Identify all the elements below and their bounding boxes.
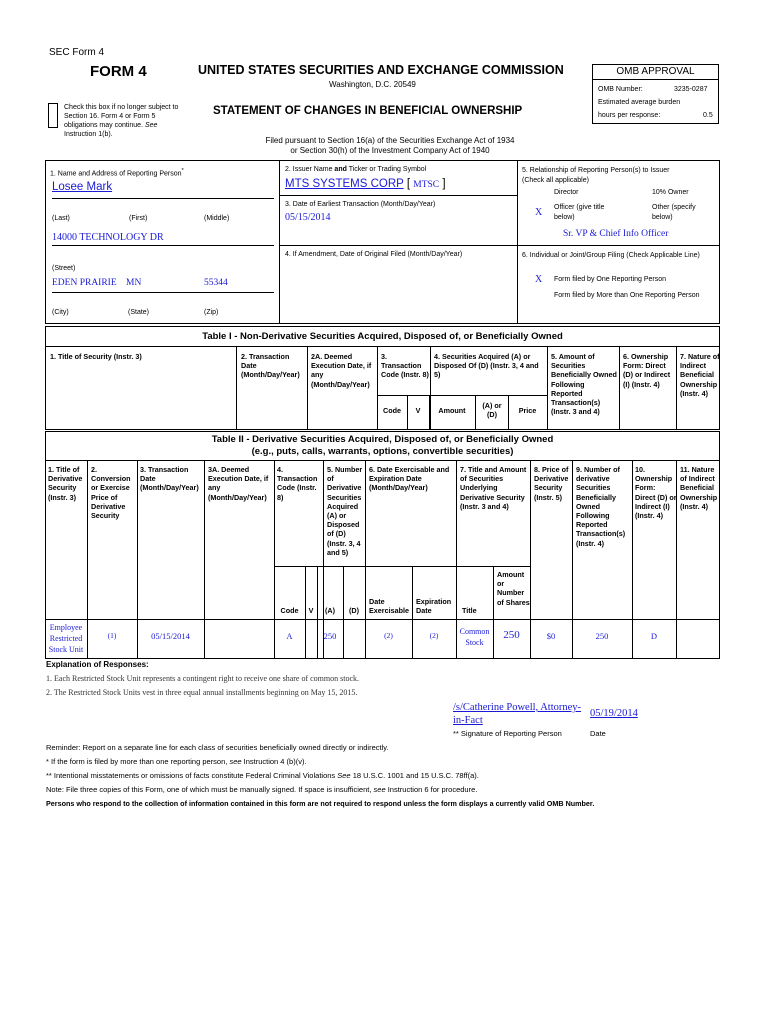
agency-title: UNITED STATES SECURITIES AND EXCHANGE COMMISSION (198, 63, 564, 77)
t2-row-expiration: (2) (429, 631, 439, 640)
t1-sub-code: Code (383, 406, 401, 415)
signer-name: /s/Catherine Powell, Attorney-in-Fact (453, 702, 582, 726)
t2-row-title: Employee Restricted Stock Unit (48, 623, 84, 654)
t2-col10: 10. Ownership Form: Direct (D) or Indirect (I) (Instr. 4) (635, 465, 677, 521)
t2-sub-a: (A) (325, 606, 335, 615)
t2-col3a: 3A. Deemed Execution Date, if any (Month/Day/Year) (208, 465, 269, 502)
t2-row-code: A (286, 631, 293, 641)
box6-label: 6. Individual or Joint/Group Filing (Check Applicable Line) (522, 252, 700, 259)
box1-label: 1. Name and Address of Reporting Person* (50, 168, 184, 178)
t2-sub-code: Code (280, 606, 299, 615)
footer-star1: * If the form is filed by more than one reporting person, see Instruction 4 (b)(v). (46, 757, 307, 766)
no-longer-subject-checkbox[interactable] (48, 103, 58, 128)
t1-col2: 2. Transaction Date (Month/Day/Year) (241, 352, 300, 380)
one-person-check-mark: X (535, 274, 543, 285)
t2-sub-title: Title (462, 606, 477, 615)
box3-label: 3. Date of Earliest Transaction (Month/Day/Year) (285, 201, 436, 208)
street-label: (Street) (52, 265, 76, 272)
earliest-transaction-date: 05/15/2014 (285, 212, 331, 223)
state-label: (State) (128, 309, 150, 316)
omb-number-label: OMB Number: (598, 86, 643, 93)
t2-col1: 1. Title of Derivative Security (Instr. 3) (48, 465, 83, 502)
t2-col9: 9. Number of derivative Securities Beneficially Owned Following Reported Transaction(s) (Instr. 4) (576, 465, 626, 548)
signature-label: ** Signature of Reporting Person (453, 729, 562, 738)
t1-col3: 3. Transaction Code (Instr. 8) (381, 352, 429, 380)
t2-row-underlying-amount: 250 (503, 629, 520, 641)
box5-label: 5. Relationship of Reporting Person(s) to Issuer (Check all applicable) (522, 167, 670, 184)
t2-sub-d: (D) (349, 606, 359, 615)
explanation-note-1: 1. Each Restricted Stock Unit represents a contingent right to receive one share of common stock. (46, 674, 360, 683)
t2-col11: 11. Nature of Indirect Beneficial Ownership (Instr. 4) (680, 465, 718, 511)
box4-label: 4. If Amendment, Date of Original Filed (Month/Day/Year) (285, 251, 463, 258)
t2-row-form: D (650, 631, 658, 641)
omb-hours-value: 0.5 (703, 112, 713, 119)
t2-row-owned: 250 (595, 631, 609, 641)
other-option[interactable]: Other (specify below) (652, 204, 696, 221)
t1-col6: 6. Ownership Form: Direct (D) or Indirect (I) (Instr. 4) (623, 352, 671, 389)
ten-percent-owner-option[interactable]: 10% Owner (652, 189, 689, 196)
agency-location: Washington, D.C. 20549 (329, 80, 416, 89)
footer-star2: ** Intentional misstatements or omissions of facts constitute Federal Criminal Violations See 18 U.S.C. 1001 and 15 U.S.C. 78ff(a). (46, 771, 479, 780)
date-label: Date (590, 729, 606, 738)
t2-sub-expiration: Expiration Date (416, 597, 452, 616)
issuer-name[interactable]: MTS SYSTEMS CORP (285, 178, 404, 190)
multi-person-option[interactable]: Form filed by More than One Reporting Person (554, 292, 700, 299)
explanation-heading: Explanation of Responses: (46, 660, 149, 669)
zip-label: (Zip) (204, 309, 219, 316)
t2-col6: 6. Date Exercisable and Expiration Date (Month/Day/Year) (369, 465, 450, 493)
signature-date: 05/19/2014 (590, 708, 638, 719)
table1-title: Table I - Non-Derivative Securities Acquired, Disposed of, or Beneficially Owned (202, 331, 563, 342)
officer-option[interactable]: Officer (give title below) (554, 204, 605, 221)
statement-title: STATEMENT OF CHANGES IN BENEFICIAL OWNERSHIP (213, 105, 523, 117)
omb-number-value: 3235-0287 (674, 86, 708, 93)
t1-col5: 5. Amount of Securities Beneficially Owned Following Reported Transaction(s) (Instr. 3 and 4) (551, 352, 617, 417)
director-option[interactable]: Director (554, 189, 579, 196)
t1-sub-amount: Amount (438, 406, 466, 415)
officer-title: Sr. VP & Chief Info Officer (563, 229, 669, 239)
officer-check-mark: X (535, 207, 543, 218)
reporting-person-name[interactable]: Losee Mark (52, 181, 113, 193)
t2-row-date-exercisable: (2) (384, 631, 393, 640)
t2-col2: 2. Conversion or Exercise Price of Derivative Security (91, 465, 131, 521)
t1-col4: 4. Securities Acquired (A) or Disposed Of (D) (Instr. 3, 4 and 5) (434, 352, 539, 380)
one-person-option[interactable]: Form filed by One Reporting Person (554, 276, 667, 283)
state-value: MN (126, 278, 142, 288)
explanation-note-2: 2. The Restricted Stock Units vest in three equal annual installments beginning on May 15, 2015. (46, 688, 358, 697)
t1-sub-price: Price (518, 406, 537, 415)
t2-row-price: $0 (546, 631, 556, 641)
t2-col3: 3. Transaction Date (Month/Day/Year) (140, 465, 199, 493)
filed-pursuant: Filed pursuant to Section 16(a) of the Securities Exchange Act of 1934 or Section 30(h) of the Investment Company Act of 1940 (265, 136, 515, 155)
t1-sub-v: V (415, 406, 421, 415)
t1-sub-aord: (A) or (D) (482, 401, 502, 420)
omb-hours-label: hours per response: (598, 112, 661, 119)
first-label: (First) (129, 215, 148, 222)
t2-sub-amount: Amount or Number of Shares (497, 570, 530, 607)
footer-reminder: Reminder: Report on a separate line for each class of securities beneficially owned directly or indirectly. (46, 743, 389, 752)
table2-title: Table II - Derivative Securities Acquired, Disposed of, or Beneficially Owned (e.g., puts, calls, warrants, options, convertible securities) (211, 434, 554, 457)
issuer-name-ticker: MTS SYSTEMS CORP [ MTSC ] (285, 178, 446, 190)
t2-col4: 4. Transaction Code (Instr. 8) (277, 465, 318, 502)
t2-row-date: 05/15/2014 (151, 631, 190, 641)
t2-col5: 5. Number of Derivative Securities Acquired (A) or Disposed of (D) (Instr. 3, 4 and 5) (327, 465, 363, 557)
t2-row-conversion: (1) (107, 631, 117, 640)
ticker-symbol: MTSC (413, 180, 440, 190)
omb-burden-label: Estimated average burden (598, 99, 681, 106)
t1-col2a: 2A. Deemed Execution Date, if any (Month/Day/Year) (311, 352, 372, 389)
city-label: (City) (52, 309, 69, 316)
footer-note: Note: File three copies of this Form, one of which must be manually signed. If space is insufficient, see Instruction 6 for procedure. (46, 785, 478, 794)
t2-row-underlying-title: Common Stock (459, 627, 490, 647)
checkbox-text: Check this box if no longer subject to Section 16. Form 4 or Form 5 obligations may continue. See Instruction 1(b). (64, 104, 179, 138)
t1-col7: 7. Nature of Indirect Beneficial Ownership (Instr. 4) (680, 352, 720, 398)
t1-col1: 1. Title of Security (Instr. 3) (50, 352, 142, 361)
form-title: FORM 4 (90, 63, 147, 80)
last-label: (Last) (52, 215, 70, 222)
omb-title: OMB APPROVAL (592, 65, 719, 80)
street-value: 14000 TECHNOLOGY DR (52, 232, 164, 243)
t2-sub-v: V (308, 606, 314, 615)
box2-label: 2. Issuer Name and Ticker or Trading Symbol (285, 166, 427, 173)
t2-col8: 8. Price of Derivative Security (Instr. 5) (534, 465, 569, 502)
footer-persons: Persons who respond to the collection of information contained in this form are not required to respond unless the form displays a currently valid OMB Number. (46, 799, 595, 808)
t2-col7: 7. Title and Amount of Securities Underlying Derivative Security (Instr. 3 and 4) (460, 465, 527, 511)
t2-row-amount-a: 250 (323, 631, 337, 641)
sec-form-label: SEC Form 4 (49, 47, 105, 58)
city-value: EDEN PRAIRIE (52, 278, 117, 288)
t2-sub-date-exercisable: Date Exercisable (369, 597, 409, 616)
zip-value: 55344 (204, 278, 228, 288)
middle-label: (Middle) (204, 215, 230, 222)
